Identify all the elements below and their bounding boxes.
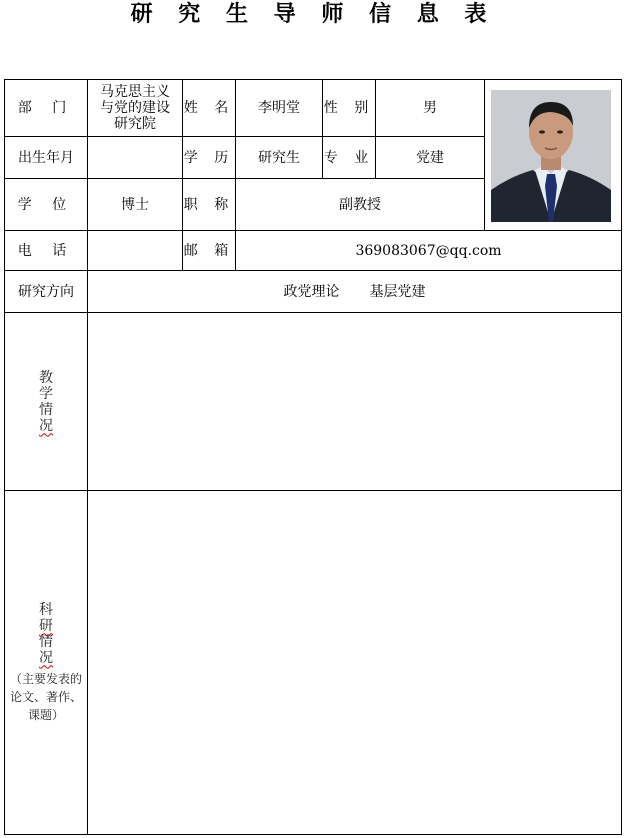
sci-label-char: 况 [39, 649, 53, 666]
research-value [88, 271, 622, 313]
teaching-label-char: 教 [39, 369, 53, 386]
title-label: 职 称 [183, 179, 236, 231]
degree-label: 学 位 [5, 179, 88, 231]
person-portrait-icon [491, 90, 611, 222]
title-char: 息 [416, 2, 448, 27]
gender-value: 男 [376, 80, 485, 137]
title-char: 师 [321, 2, 353, 27]
tutor-info-table [4, 79, 622, 835]
research-item: 政党理论 [283, 283, 340, 300]
title-char: 导 [273, 2, 305, 27]
degree-value: 博士 [88, 179, 183, 231]
education-value: 研究生 [236, 137, 323, 179]
name-label: 姓 名 [183, 80, 236, 137]
education-label: 学 历 [183, 137, 236, 179]
title-char: 生 [225, 2, 257, 27]
dept-value [88, 80, 183, 137]
birth-label: 出生年月 [5, 137, 88, 179]
name-value: 李明堂 [236, 80, 323, 137]
title-char: 究 [178, 2, 210, 27]
teaching-label-char: 情 [39, 401, 53, 418]
sci-label-char: 情 [39, 633, 53, 650]
dept-value-line: 与党的建设 [100, 100, 170, 116]
page-title [0, 0, 626, 34]
research-item: 基层党建 [369, 283, 426, 300]
photo-cell [485, 80, 622, 231]
sci-label-char: 科 [39, 601, 53, 618]
research-work-label [5, 491, 88, 835]
research-work-value [88, 491, 622, 835]
dept-value-line: 研究院 [114, 116, 156, 132]
teaching-label-char: 学 [39, 385, 53, 402]
title-char: 表 [464, 2, 496, 27]
birth-value [88, 137, 183, 179]
title-char: 信 [369, 2, 401, 27]
title-value: 副教授 [236, 179, 485, 231]
teaching-label-char: 况 [39, 417, 53, 434]
email-value: 369083067@qq.com [236, 231, 622, 271]
major-label: 专 业 [323, 137, 376, 179]
sci-note: （主要发表的论文、著作、课题） [9, 671, 82, 722]
dept-value-line: 马克思主义 [100, 84, 170, 100]
gender-label: 性 别 [323, 80, 376, 137]
title-char: 研 [130, 2, 162, 27]
research-label: 研究方向 [5, 271, 88, 313]
dept-label: 部 门 [5, 80, 88, 137]
major-value: 党建 [376, 137, 485, 179]
phone-value [88, 231, 183, 271]
sci-label-char: 研 [39, 617, 53, 634]
email-label: 邮 箱 [183, 231, 236, 271]
teaching-value [88, 313, 622, 491]
phone-label: 电 话 [5, 231, 88, 271]
teaching-label [5, 313, 88, 491]
